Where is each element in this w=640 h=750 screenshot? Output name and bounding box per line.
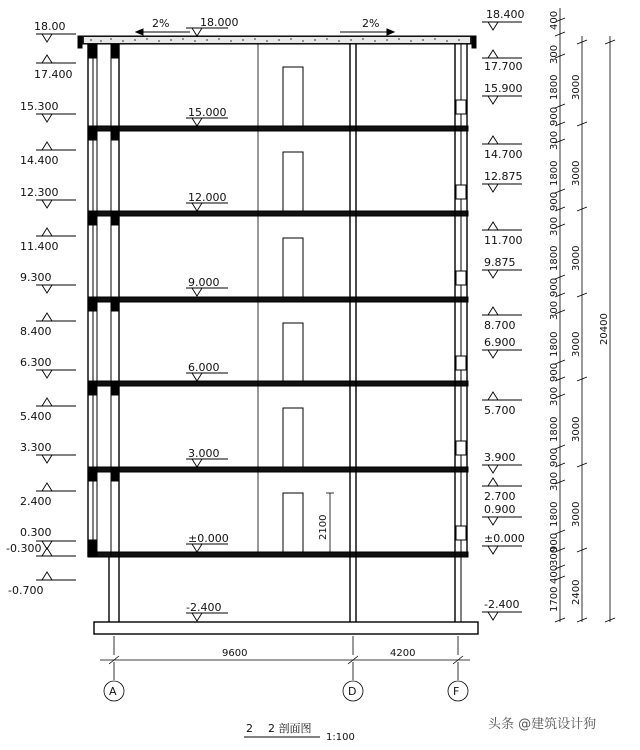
dim-mid-3000-5: 3000 bbox=[571, 160, 582, 186]
axis-label-d: D bbox=[348, 685, 357, 698]
right-mark-15900 bbox=[482, 96, 522, 104]
left-mark-0300 bbox=[36, 541, 76, 549]
dim-inner-1700: 1700 bbox=[549, 586, 560, 612]
left-column-2 bbox=[111, 381, 119, 395]
left-level-12300: 12.300 bbox=[20, 186, 59, 199]
dim-inner-1800-1: 1800 bbox=[549, 501, 560, 527]
dim-inner-300-0: 300 bbox=[549, 546, 560, 566]
dim-inner-300-3: 300 bbox=[549, 300, 560, 320]
left-column-5 bbox=[111, 126, 119, 140]
dim-mid-3000-2: 3000 bbox=[571, 416, 582, 442]
left-mark-11400 bbox=[36, 228, 76, 236]
dim-inner-300-2: 300 bbox=[549, 386, 560, 406]
floor-mark-0000 bbox=[186, 544, 228, 552]
drawing-scale: 1:100 bbox=[326, 732, 355, 743]
left-level-6300: 6.300 bbox=[20, 356, 52, 369]
right-level-14700: 14.700 bbox=[484, 148, 523, 161]
left-beam-2 bbox=[88, 381, 97, 395]
floor-mark-18000 bbox=[186, 28, 228, 36]
floor-level-minus-2400: -2.400 bbox=[186, 601, 222, 614]
right-level-11700: 11.700 bbox=[484, 234, 523, 247]
door-6 bbox=[283, 67, 303, 126]
left-mark-12300 bbox=[36, 200, 76, 208]
dim-inner-900-4: 900 bbox=[549, 191, 560, 211]
left-mark-14400 bbox=[36, 142, 76, 150]
left-mark-minus-0700 bbox=[36, 572, 76, 580]
door-3 bbox=[283, 323, 303, 381]
floor-mark-2400 bbox=[186, 613, 228, 621]
left-level-2400: 2.400 bbox=[20, 495, 52, 508]
right-window-4 bbox=[456, 271, 466, 285]
dim-inner-1800-4: 1800 bbox=[549, 245, 560, 271]
left-level-15300: 15.300 bbox=[20, 100, 59, 113]
floor-mark-12000 bbox=[186, 203, 228, 211]
floor-mark-6000 bbox=[186, 373, 228, 381]
left-level-14400: 14.400 bbox=[20, 154, 59, 167]
right-mark-0000 bbox=[482, 546, 522, 554]
door-4 bbox=[283, 238, 303, 297]
slope-label-left: 2% bbox=[152, 17, 170, 30]
left-mark-5400 bbox=[36, 398, 76, 406]
right-level-minus-2400: -2.400 bbox=[484, 598, 520, 611]
dim-mid-3000-6: 3000 bbox=[571, 74, 582, 100]
floor-slab-1 bbox=[88, 467, 468, 472]
left-mark-minus-0300 bbox=[36, 548, 76, 556]
floor-level-6000: 6.000 bbox=[188, 361, 220, 374]
right-window-6 bbox=[456, 100, 466, 114]
left-beam-0 bbox=[88, 540, 97, 557]
door-height-label: 2100 bbox=[318, 514, 329, 540]
dim-inner-900-0: 900 bbox=[549, 532, 560, 552]
dim-inner-300-1: 300 bbox=[549, 471, 560, 491]
right-level-8700: 8.700 bbox=[484, 319, 516, 332]
door-2 bbox=[283, 408, 303, 467]
dim-inner-900-5: 900 bbox=[549, 106, 560, 126]
right-window-5 bbox=[456, 185, 466, 199]
right-level-18400: 18.400 bbox=[486, 8, 525, 21]
left-mark-8400 bbox=[36, 313, 76, 321]
floor-slab-5 bbox=[88, 126, 468, 131]
right-window-2 bbox=[456, 441, 466, 455]
door-1 bbox=[283, 493, 303, 552]
floor-slab-3 bbox=[88, 297, 468, 302]
roof-slopes bbox=[136, 29, 394, 35]
left-column-1 bbox=[111, 467, 119, 481]
left-column-3 bbox=[111, 297, 119, 311]
left-level-minus-0300: -0.300 bbox=[6, 542, 42, 555]
dim-inner-900-3: 900 bbox=[549, 277, 560, 297]
right-mark-8700 bbox=[482, 307, 522, 315]
dim-mid-3000-3: 3000 bbox=[571, 331, 582, 357]
watermark: 头条 @建筑设计狗 bbox=[488, 717, 597, 732]
left-beam-6 bbox=[88, 44, 97, 58]
dim-inner-300-4: 300 bbox=[549, 216, 560, 236]
left-level-18: 18.00 bbox=[34, 20, 66, 33]
left-mark-15300 bbox=[36, 114, 76, 122]
right-window-3 bbox=[456, 356, 466, 370]
axis-label-a: A bbox=[109, 685, 117, 698]
floor-slab-2 bbox=[88, 381, 468, 386]
left-beam-3 bbox=[88, 297, 97, 311]
building-structure bbox=[78, 36, 478, 634]
bottom-dimensions bbox=[100, 636, 470, 701]
slope-label-right: 2% bbox=[362, 17, 380, 30]
dim-inner-300-5: 300 bbox=[549, 130, 560, 150]
left-column-6 bbox=[111, 44, 119, 58]
left-level-0300: 0.300 bbox=[20, 526, 52, 539]
dim-total-20400: 20400 bbox=[599, 313, 610, 345]
right-mark-0900 bbox=[482, 517, 522, 525]
left-level-5400: 5.400 bbox=[20, 410, 52, 423]
floor-slab-4 bbox=[88, 211, 468, 216]
floor-level-0000: ±0.000 bbox=[188, 532, 229, 545]
right-mark-9875 bbox=[482, 270, 522, 278]
axis-label-f: F bbox=[453, 685, 460, 698]
right-level-5700: 5.700 bbox=[484, 404, 516, 417]
dim-inner-1800-3: 1800 bbox=[549, 331, 560, 357]
left-level-17400: 17.400 bbox=[34, 68, 73, 81]
left-beam-4 bbox=[88, 211, 97, 225]
bottom-dim-4200: 4200 bbox=[390, 648, 416, 659]
right-mark-6900 bbox=[482, 350, 522, 358]
left-mark-9300 bbox=[36, 285, 76, 293]
dim-inner-400-bottom: 400 bbox=[549, 564, 560, 584]
floor-level-9000: 9.000 bbox=[188, 276, 220, 289]
left-level-minus-0700: -0.700 bbox=[8, 584, 44, 597]
right-mark-11700 bbox=[482, 222, 522, 230]
dim-inner-400-top: 400 bbox=[549, 10, 560, 30]
right-level-15900: 15.900 bbox=[484, 82, 523, 95]
right-level-0000: ±0.000 bbox=[484, 532, 525, 545]
left-level-8400: 8.400 bbox=[20, 325, 52, 338]
right-mark-minus-2400 bbox=[482, 612, 522, 620]
left-mark-18 bbox=[36, 34, 76, 42]
dim-mid-2400: 2400 bbox=[571, 579, 582, 605]
floor-level-12000: 12.000 bbox=[188, 191, 227, 204]
right-mark-2700 bbox=[482, 478, 522, 486]
left-level-11400: 11.400 bbox=[20, 240, 59, 253]
right-level-3900: 3.900 bbox=[484, 451, 516, 464]
right-level-9875: 9.875 bbox=[484, 256, 516, 269]
left-column-4 bbox=[111, 211, 119, 225]
door-5 bbox=[283, 152, 303, 211]
dim-inner-1800-6: 1800 bbox=[549, 74, 560, 100]
right-mark-12875 bbox=[482, 184, 522, 192]
left-mark-2400 bbox=[36, 483, 76, 491]
right-mark-5700 bbox=[482, 392, 522, 400]
right-level-6900: 6.900 bbox=[484, 336, 516, 349]
floor-mark-15000 bbox=[186, 118, 228, 126]
floor-level-15000: 15.000 bbox=[188, 106, 227, 119]
left-mark-3300 bbox=[36, 455, 76, 463]
drawing-title: 2 剖面图 bbox=[268, 722, 312, 735]
right-level-0900: 0.900 bbox=[484, 503, 516, 516]
right-window-1 bbox=[456, 526, 466, 540]
right-level-2700: 2.700 bbox=[484, 490, 516, 503]
dim-inner-1800-5: 1800 bbox=[549, 160, 560, 186]
floor-level-3000: 3.000 bbox=[188, 447, 220, 460]
right-level-12875: 12.875 bbox=[484, 170, 523, 183]
floor-level-18000: 18.000 bbox=[200, 16, 239, 29]
slope-arrow-left-head bbox=[136, 29, 143, 35]
dim-inner-900-1: 900 bbox=[549, 447, 560, 467]
left-level-3300: 3.300 bbox=[20, 441, 52, 454]
floor-mark-9000 bbox=[186, 288, 228, 296]
dim-mid-3000-4: 3000 bbox=[571, 245, 582, 271]
drawing-title-mark: 2 bbox=[246, 722, 253, 735]
left-beam-1 bbox=[88, 467, 97, 481]
left-beam-5 bbox=[88, 126, 97, 140]
left-mark-6300 bbox=[36, 370, 76, 378]
dim-mid-3000-1: 3000 bbox=[571, 501, 582, 527]
dim-inner-900-2: 900 bbox=[549, 362, 560, 382]
bottom-dim-9600: 9600 bbox=[222, 648, 248, 659]
right-mark-14700 bbox=[482, 136, 522, 144]
ground-floor-slab bbox=[88, 552, 468, 557]
floor-mark-3000 bbox=[186, 459, 228, 467]
left-mark-17400 bbox=[36, 55, 76, 63]
right-level-17700: 17.700 bbox=[484, 60, 523, 73]
slope-arrow-right-head bbox=[387, 29, 394, 35]
right-mark-3900 bbox=[482, 465, 522, 473]
roof-insulation bbox=[84, 37, 470, 43]
left-level-9300: 9.300 bbox=[20, 271, 52, 284]
right-mark-18400 bbox=[482, 22, 522, 30]
dim-inner-1800-2: 1800 bbox=[549, 416, 560, 442]
right-mark-17700 bbox=[482, 50, 522, 58]
foundation-slab bbox=[94, 622, 478, 634]
dim-inner-300-6: 300 bbox=[549, 44, 560, 64]
